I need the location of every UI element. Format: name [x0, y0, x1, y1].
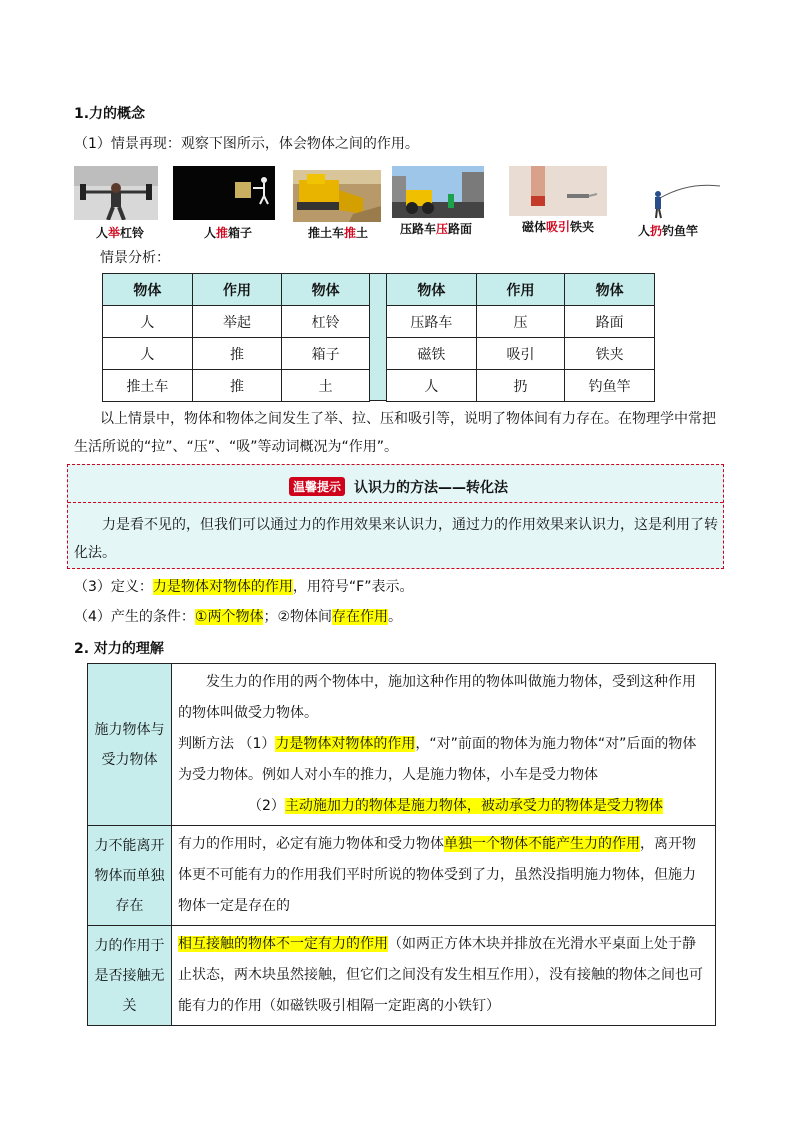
table-row: [103, 338, 370, 370]
tip-text: 力是看不见的，但我们可以通过力的作用效果来认识力，通过力的作用效果来认识力，这是利用了转化法。: [74, 517, 718, 561]
cell: 人: [103, 338, 193, 370]
header-object: 物体: [387, 274, 477, 306]
cell: 吸引: [476, 338, 565, 370]
highlight: 存在作用: [332, 609, 389, 625]
paragraph: （2）主动施加力的物体是施力物体，被动承受力的物体是受力物体: [248, 798, 663, 814]
header-object: 物体: [565, 274, 655, 306]
image-caption-2: 人推箱子: [204, 226, 253, 240]
weightlifting-image: [74, 166, 158, 220]
cell: 举起: [192, 306, 282, 338]
tip-title: 认识力的方法——转化法: [354, 480, 508, 496]
analysis-table-right: [386, 273, 655, 402]
tip-box: [67, 464, 724, 569]
row-label: 力的作用于是否接触无关: [88, 926, 172, 1026]
analysis-label: 情景分析：: [100, 250, 170, 266]
paragraph: 判断方法 （1）力是物体对物体的作用，“对”前面的物体为施力物体“对”后面的物体为受力物体。例如人对小车的推力，人是施力物体，小车是受力物体: [178, 736, 697, 783]
highlight: ①两个物体: [194, 609, 264, 625]
table-row: [88, 664, 716, 826]
analysis-table-left: [102, 273, 370, 402]
image-caption-5: 磁体吸引铁夹: [522, 220, 595, 234]
summary-line-1: 以上情景中，物体和物体之间发生了举、拉、压和吸引等，说明了物体间有力存在。在物理学中常把: [100, 411, 716, 427]
highlight: 单独一个物体不能产生力的作用: [444, 836, 640, 852]
scene-intro: （1）情景再现：观察下图所示，体会物体之间的作用。: [74, 136, 419, 152]
highlight: 力是物体对物体的作用: [152, 579, 293, 595]
image-caption-4: 压路车压路面: [400, 222, 473, 236]
section-1-title: 1.力的概念: [74, 106, 146, 122]
row-content: [172, 664, 716, 826]
cell: 人: [387, 370, 477, 402]
cell: 压: [476, 306, 565, 338]
table-row: [387, 338, 655, 370]
row-label: 力不能离开物体而单独存在: [88, 826, 172, 926]
table-row: [387, 306, 655, 338]
cell: 压路车: [387, 306, 477, 338]
cell: 推土车: [103, 370, 193, 402]
cell: 扔: [476, 370, 565, 402]
cell: 钓鱼竿: [565, 370, 655, 402]
cell: 推: [192, 338, 282, 370]
header-object: 物体: [282, 274, 370, 306]
push-box-image: [173, 166, 275, 220]
header-object: 物体: [103, 274, 193, 306]
fishing-image: [648, 180, 722, 222]
table-row: [103, 370, 370, 402]
summary-line-2: 生活所说的“拉”、“压”、“吸”等动词概况为“作用”。: [74, 439, 399, 455]
conditions-line: （4）产生的条件：①两个物体；②物体间存在作用。: [74, 609, 403, 625]
cell: 推: [192, 370, 282, 402]
row-content: 相互接触的物体不一定有力的作用（如两正方体木块并排放在光滑水平桌面上处于静止状态，两木块虽然接触，但它们之间没有发生相互作用），没有接触的物体之间也可能有力的作用（如磁铁吸引相隔一定距离的小铁钉）: [172, 926, 716, 1026]
paragraph: 发生力的作用的两个物体中，施加这种作用的物体叫做施力物体，受到这种作用的物体叫做受力物体。: [178, 674, 696, 721]
cell: 箱子: [282, 338, 370, 370]
cell: 磁铁: [387, 338, 477, 370]
table-row: [387, 370, 655, 402]
image-caption-1: 人举杠铃: [96, 226, 145, 240]
table-row: [88, 826, 716, 926]
header-action: 作用: [476, 274, 565, 306]
understanding-table: [87, 663, 716, 1026]
cell: 路面: [565, 306, 655, 338]
road-roller-image: [392, 166, 484, 218]
highlight: 力是物体对物体的作用: [275, 736, 416, 752]
table-spacer: [370, 273, 386, 401]
tip-divider: [68, 502, 723, 503]
definition-line: （3）定义：力是物体对物体的作用，用符号“F”表示。: [74, 579, 414, 595]
table-row: [103, 306, 370, 338]
table-row: [88, 926, 716, 1026]
cell: 铁夹: [565, 338, 655, 370]
highlight: 相互接触的物体不一定有力的作用: [178, 936, 388, 952]
row-label: 施力物体与受力物体: [88, 664, 172, 826]
highlight: 主动施加力的物体是施力物体，被动承受力的物体是受力物体: [284, 798, 663, 814]
row-content: 有力的作用时，必定有施力物体和受力物体单独一个物体不能产生力的作用，离开物体更不可能有力的作用我们平时所说的物体受到了力，虽然没指明施力物体，但施力物体一定是存在的: [172, 826, 716, 926]
cell: 土: [282, 370, 370, 402]
cell: 杠铃: [282, 306, 370, 338]
image-caption-3: 推土车推土: [308, 226, 369, 240]
header-action: 作用: [192, 274, 282, 306]
magnet-image: [509, 166, 607, 216]
bulldozer-image: [293, 170, 381, 222]
image-caption-6: 人扔钓鱼竿: [638, 224, 699, 238]
tip-badge: 温馨提示: [289, 477, 345, 496]
section-2-title: 2. 对力的理解: [74, 641, 164, 657]
cell: 人: [103, 306, 193, 338]
